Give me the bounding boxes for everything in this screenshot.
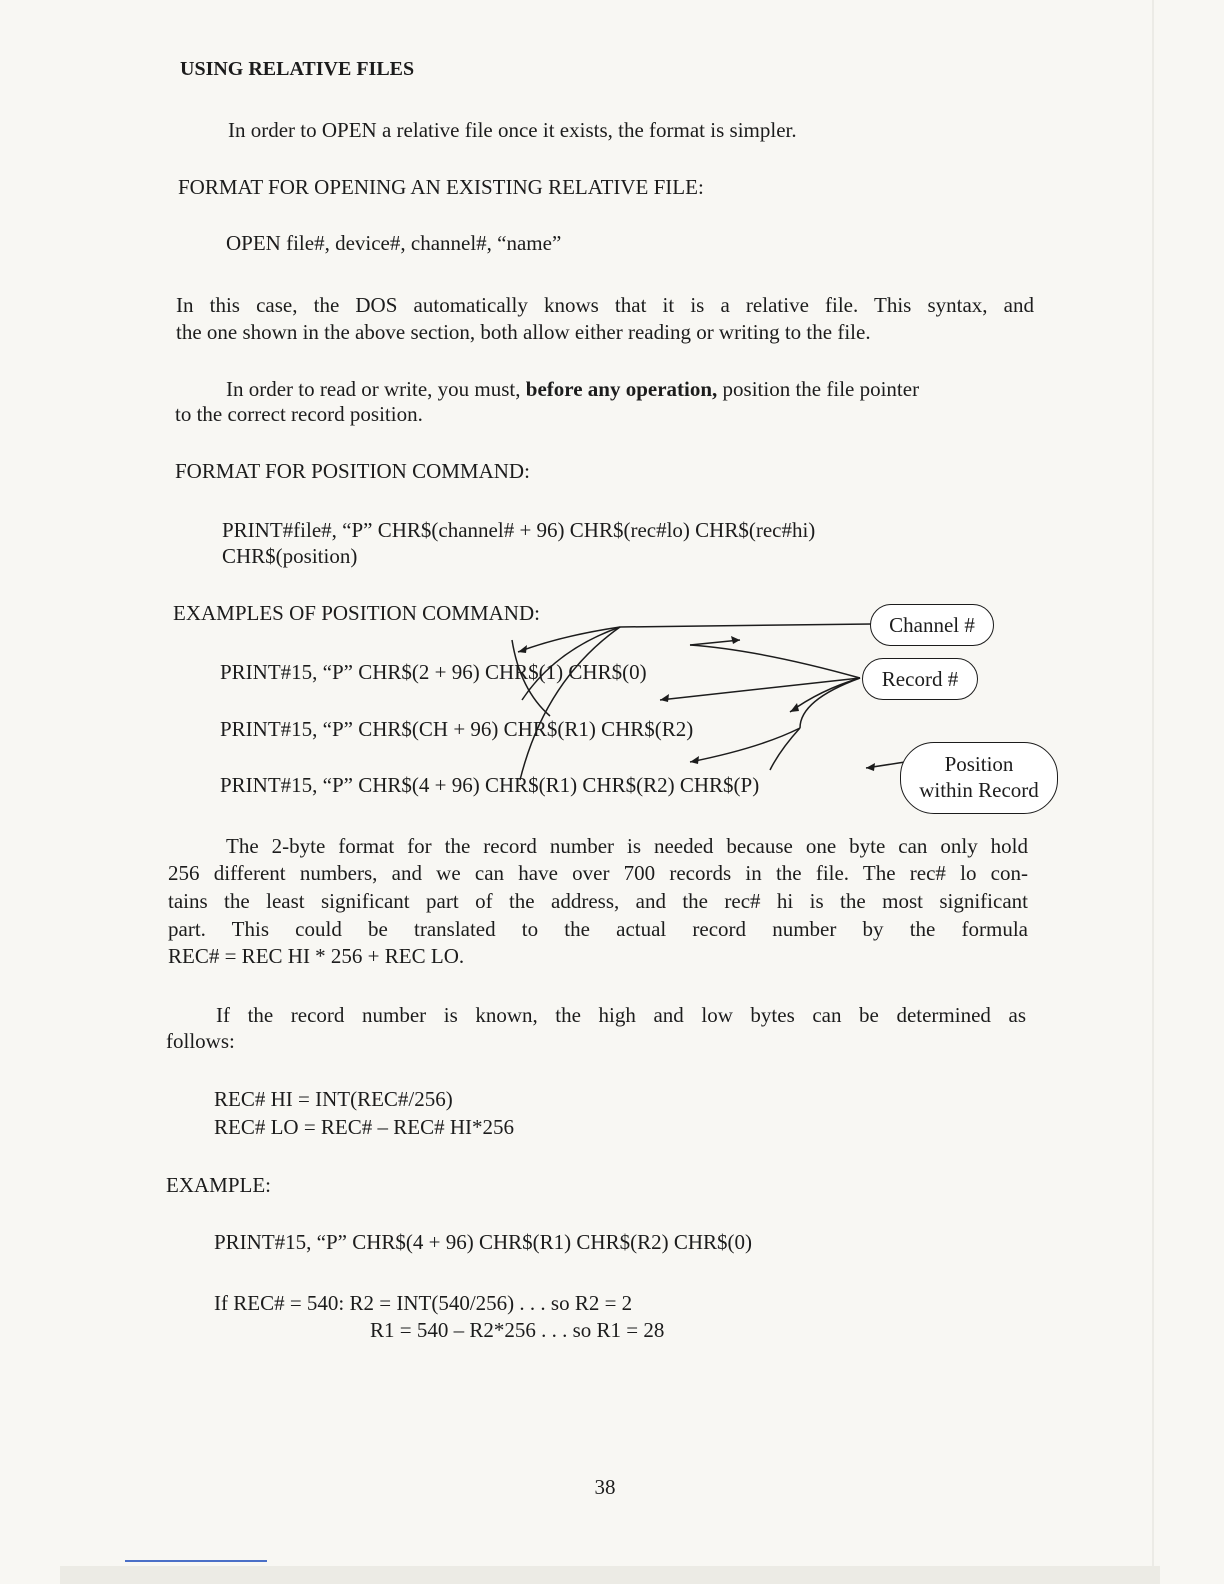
known-line2: follows: <box>166 1029 235 1053</box>
page-number: 38 <box>594 1475 616 1499</box>
channel-callout: Channel # <box>870 604 994 646</box>
two-byte-line1: The 2-byte format for the record number is needed because one byte can only hold <box>226 834 1028 858</box>
position-syntax-line1: PRINT#file#, “P” CHR$(channel# + 96) CHR$(rec#lo) CHR$(rec#hi) <box>222 518 816 542</box>
position-callout-line1: Position <box>944 752 1014 776</box>
read-write-bold: before any operation, <box>525 377 718 401</box>
position-syntax-line2: CHR$(position) <box>222 544 358 568</box>
format-position-label: FORMAT FOR POSITION COMMAND: <box>175 459 530 483</box>
position-callout <box>900 742 1058 814</box>
examples-label: EXAMPLES OF POSITION COMMAND: <box>173 601 540 625</box>
example-command-1: PRINT#15, “P” CHR$(2 + 96) CHR$(1) CHR$(0) <box>220 660 647 684</box>
example-command-2: PRINT#15, “P” CHR$(CH + 96) CHR$(R1) CHR$(R2) <box>220 717 694 741</box>
dos-paragraph-line2: the one shown in the above section, both allow either reading or writing to the file. <box>176 320 871 344</box>
record-callout: Record # <box>862 658 978 700</box>
two-byte-line2: 256 different numbers, and we can have over 700 records in the file. The rec# lo con- <box>168 861 1028 885</box>
formula-hi: REC# HI = INT(REC#/256) <box>214 1087 453 1111</box>
bottom-margin-band <box>60 1566 1160 1584</box>
read-write-suffix: position the file pointer <box>717 377 920 401</box>
calc-line2: R1 = 540 – R2*256 . . . so R1 = 28 <box>370 1318 665 1342</box>
known-line1: If the record number is known, the high and low bytes can be determined as <box>216 1003 1026 1027</box>
calc-line1: If REC# = 540: R2 = INT(540/256) . . . so R2 = 2 <box>214 1291 633 1315</box>
section-heading: USING RELATIVE FILES <box>180 58 415 80</box>
two-byte-line5: REC# = REC HI * 256 + REC LO. <box>168 944 465 968</box>
two-byte-line4: part. This could be translated to the actual record number by the formula <box>168 917 1028 941</box>
two-byte-line3: tains the least significant part of the address, and the rec# hi is the most significant <box>168 889 1028 913</box>
open-syntax: OPEN file#, device#, channel#, “name” <box>226 231 562 255</box>
read-write-line2: to the correct record position. <box>175 402 423 426</box>
dos-paragraph-line1: In this case, the DOS automatically knows that it is a relative file. This syntax, and <box>176 293 1034 317</box>
bottom-link-underline <box>125 1560 267 1562</box>
example-label: EXAMPLE: <box>166 1173 271 1197</box>
formula-lo: REC# LO = REC# – REC# HI*256 <box>214 1115 515 1139</box>
read-write-paragraph <box>226 376 1036 403</box>
position-callout-line2: within Record <box>919 778 1039 802</box>
page-edge-shadow <box>1152 0 1154 1584</box>
intro-text: In order to OPEN a relative file once it exists, the format is simpler. <box>228 118 797 142</box>
example-command-3: PRINT#15, “P” CHR$(4 + 96) CHR$(R1) CHR$(R2) CHR$(P) <box>220 773 760 797</box>
read-write-prefix: In order to read or write, you must, <box>226 377 526 401</box>
format-open-label: FORMAT FOR OPENING AN EXISTING RELATIVE FILE: <box>178 175 704 199</box>
example-command: PRINT#15, “P” CHR$(4 + 96) CHR$(R1) CHR$(R2) CHR$(0) <box>214 1230 753 1254</box>
